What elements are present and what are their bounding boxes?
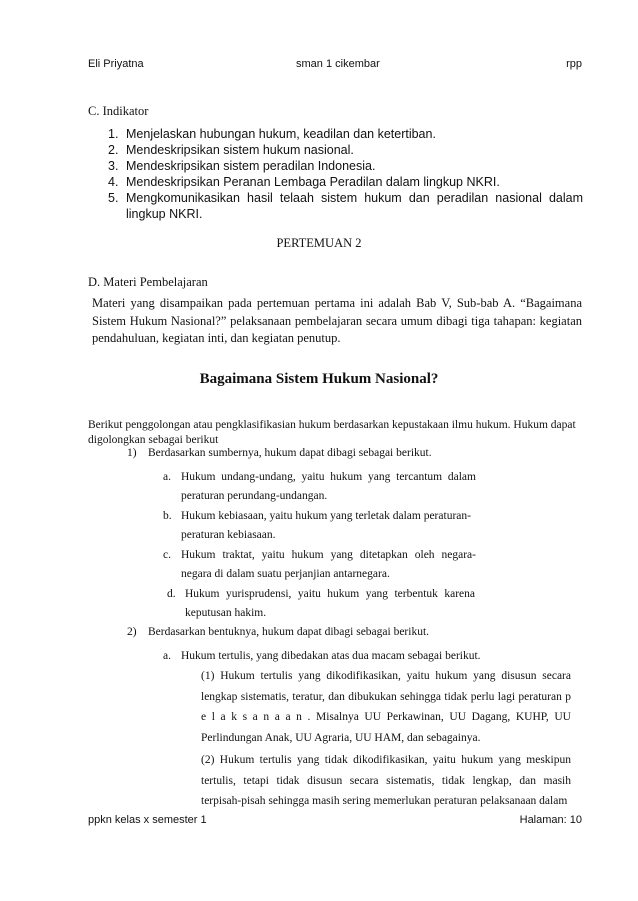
sub-item-text: Hukum tertulis, yang dibedakan atas dua macam sebagai berikut. [181, 650, 481, 662]
section-title: Bagaimana Sistem Hukum Nasional? [199, 371, 439, 387]
sub-letter: a. [163, 650, 171, 662]
header-doc-type: rpp [566, 58, 582, 70]
indikator-heading: C. Indikator [88, 104, 149, 118]
header-school: sman 1 cikembar [296, 58, 380, 70]
sub-item-text: Hukum kebiasaan, yaitu hukum yang terletak dalam peraturan-peraturan kebiasaan. [181, 510, 471, 541]
page-header [88, 58, 582, 74]
sub-letter: a. [163, 471, 171, 483]
materi-body: Materi yang disampaikan pada pertemuan pertama ini adalah Bab V, Sub-bab A. “Bagaimana Sistem Hukum Nasional?” pelaksanaan pembelajaran secara umum dibagi tiga tahapan: kegiatan pendahuluan, kegiatan inti, dan kegiatan penutup. [92, 296, 582, 345]
pertemuan-label: PERTEMUAN 2 [276, 236, 362, 250]
indikator-item: 2. Mendeskripsikan sistem hukum nasional. [108, 143, 354, 157]
footer-course: ppkn kelas x semester 1 [88, 814, 207, 826]
detail-paragraph: (2) Hukum tertulis yang tidak dikodifikasikan, yaitu hukum yang meskipun tertulis, tetapi tidak disusun secara sistematis, tidak lengkap, dan masih terpisah-pisah sehingga masih sering memerlukan peraturan pelaksanaan dalam [201, 754, 571, 807]
sub-item-text: Hukum yurisprudensi, yaitu hukum yang terbentuk karena keputusan hakim. [185, 588, 475, 619]
sub-item-text: Hukum traktat, yaitu hukum yang ditetapkan oleh negara-negara di dalam suatu perjanjian antarnegara. [181, 549, 476, 580]
header-author: Eli Priyatna [88, 58, 144, 70]
indikator-item: 5. Mengkomunikasikan hasil telaah sistem hukum dan peradilan nasional dalam lingkup NKRI. [108, 191, 583, 221]
sub-item-text: Hukum undang-undang, yaitu hukum yang tercantum dalam peraturan perundang-undangan. [181, 471, 476, 502]
footer-page-number: Halaman: 10 [519, 814, 582, 826]
intro-paragraph: Berikut penggolongan atau pengklasifikasian hukum berdasarkan kepustakaan ilmu hukum. Hukum dapat digolongkan sebagai berikut [88, 419, 576, 446]
list-item-text: Berdasarkan bentuknya, hukum dapat dibagi sebagai berikut. [148, 626, 430, 638]
sub-letter: c. [163, 549, 171, 561]
sub-letter: d. [167, 588, 176, 600]
list-number: 2) [127, 626, 137, 638]
list-item-text: Berdasarkan sumbernya, hukum dapat dibagi sebagai berikut. [148, 447, 432, 459]
indikator-item: 4. Mendeskripsikan Peranan Lembaga Peradilan dalam lingkup NKRI. [108, 175, 500, 189]
materi-heading: D. Materi Pembelajaran [88, 275, 208, 289]
indikator-list [108, 126, 583, 222]
indikator-item: 3. Mendeskripsikan sistem peradilan Indonesia. [108, 159, 376, 173]
sub-letter: b. [163, 510, 172, 522]
indikator-item: 1. Menjelaskan hubungan hukum, keadilan dan ketertiban. [108, 127, 436, 141]
list-number: 1) [127, 447, 137, 459]
detail-paragraph: (1) Hukum tertulis yang dikodifikasikan, yaitu hukum yang disusun secara lengkap sistematis, teratur, dan dibukukan sehingga tidak perlu lagi peraturan p e l a k s a n a a n . Misalnya UU Perkawinan, UU Dagang, KUHP, UU Perlindungan Anak, UU Agraria, UU HAM, dan sebagainya. [201, 670, 571, 744]
